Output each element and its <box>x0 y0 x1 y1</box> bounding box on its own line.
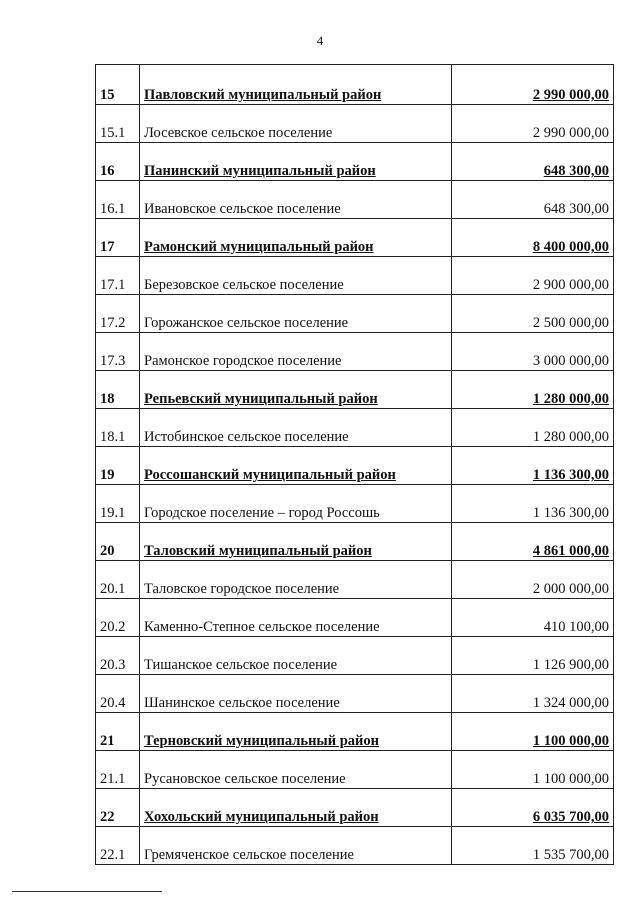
table-row <box>96 181 614 219</box>
table-body <box>96 65 614 865</box>
table-row <box>96 333 614 371</box>
row-amount: 2 990 000,00 <box>452 65 614 105</box>
table-row <box>96 789 614 827</box>
row-amount: 2 500 000,00 <box>452 295 614 333</box>
row-name: Таловский муниципальный район <box>140 523 452 561</box>
row-name: Лосевское сельское поселение <box>140 105 452 143</box>
row-amount: 648 300,00 <box>452 181 614 219</box>
row-number: 18.1 <box>96 409 140 447</box>
row-name: Россошанский муниципальный район <box>140 447 452 485</box>
row-name: Истобинское сельское поселение <box>140 409 452 447</box>
row-name: Шанинское сельское поселение <box>140 675 452 713</box>
row-amount: 1 100 000,00 <box>452 751 614 789</box>
row-number: 17.2 <box>96 295 140 333</box>
row-number: 17.3 <box>96 333 140 371</box>
row-amount: 1 126 900,00 <box>452 637 614 675</box>
row-name: Таловское городское поселение <box>140 561 452 599</box>
table-row <box>96 713 614 751</box>
row-amount: 1 136 300,00 <box>452 447 614 485</box>
row-name: Горожанское сельское поселение <box>140 295 452 333</box>
table-row <box>96 637 614 675</box>
row-name: Каменно-Степное сельское поселение <box>140 599 452 637</box>
table-row <box>96 143 614 181</box>
row-name: Русановское сельское поселение <box>140 751 452 789</box>
row-amount: 1 535 700,00 <box>452 827 614 865</box>
row-name: Городское поселение – город Россошь <box>140 485 452 523</box>
row-number: 20.3 <box>96 637 140 675</box>
table-row <box>96 409 614 447</box>
table-row <box>96 599 614 637</box>
row-number: 20 <box>96 523 140 561</box>
row-number: 16.1 <box>96 181 140 219</box>
row-amount: 2 990 000,00 <box>452 105 614 143</box>
row-amount: 1 280 000,00 <box>452 409 614 447</box>
row-number: 19.1 <box>96 485 140 523</box>
row-amount: 1 280 000,00 <box>452 371 614 409</box>
row-name: Хохольский муниципальный район <box>140 789 452 827</box>
row-name: Панинский муниципальный район <box>140 143 452 181</box>
row-name: Рамонское городское поселение <box>140 333 452 371</box>
row-amount: 1 100 000,00 <box>452 713 614 751</box>
table-row <box>96 105 614 143</box>
table-row <box>96 219 614 257</box>
row-number: 18 <box>96 371 140 409</box>
table-row <box>96 447 614 485</box>
row-number: 22 <box>96 789 140 827</box>
row-number: 15 <box>96 65 140 105</box>
row-number: 20.1 <box>96 561 140 599</box>
row-name: Тишанское сельское поселение <box>140 637 452 675</box>
row-amount: 3 000 000,00 <box>452 333 614 371</box>
row-number: 21 <box>96 713 140 751</box>
row-amount: 8 400 000,00 <box>452 219 614 257</box>
table-row <box>96 485 614 523</box>
row-number: 15.1 <box>96 105 140 143</box>
table-row <box>96 561 614 599</box>
budget-allocation-table <box>95 64 614 865</box>
row-number: 19 <box>96 447 140 485</box>
row-amount: 648 300,00 <box>452 143 614 181</box>
row-amount: 1 136 300,00 <box>452 485 614 523</box>
row-number: 17 <box>96 219 140 257</box>
row-number: 20.2 <box>96 599 140 637</box>
table-row <box>96 295 614 333</box>
footer-divider <box>12 891 162 892</box>
table-row <box>96 523 614 561</box>
row-name: Ивановское сельское поселение <box>140 181 452 219</box>
row-number: 22.1 <box>96 827 140 865</box>
page-number: 4 <box>316 33 324 48</box>
row-amount: 410 100,00 <box>452 599 614 637</box>
row-amount: 6 035 700,00 <box>452 789 614 827</box>
row-name: Репьевский муниципальный район <box>140 371 452 409</box>
table-row <box>96 827 614 865</box>
row-amount: 2 900 000,00 <box>452 257 614 295</box>
row-name: Терновский муниципальный район <box>140 713 452 751</box>
row-name: Рамонский муниципальный район <box>140 219 452 257</box>
table-row <box>96 65 614 105</box>
row-name: Гремяченское сельское поселение <box>140 827 452 865</box>
table-row <box>96 371 614 409</box>
row-number: 16 <box>96 143 140 181</box>
row-amount: 1 324 000,00 <box>452 675 614 713</box>
row-number: 21.1 <box>96 751 140 789</box>
table-row <box>96 257 614 295</box>
row-name: Березовское сельское поселение <box>140 257 452 295</box>
row-amount: 2 000 000,00 <box>452 561 614 599</box>
row-number: 20.4 <box>96 675 140 713</box>
row-name: Павловский муниципальный район <box>140 65 452 105</box>
table-row <box>96 675 614 713</box>
row-amount: 4 861 000,00 <box>452 523 614 561</box>
table-row <box>96 751 614 789</box>
row-number: 17.1 <box>96 257 140 295</box>
